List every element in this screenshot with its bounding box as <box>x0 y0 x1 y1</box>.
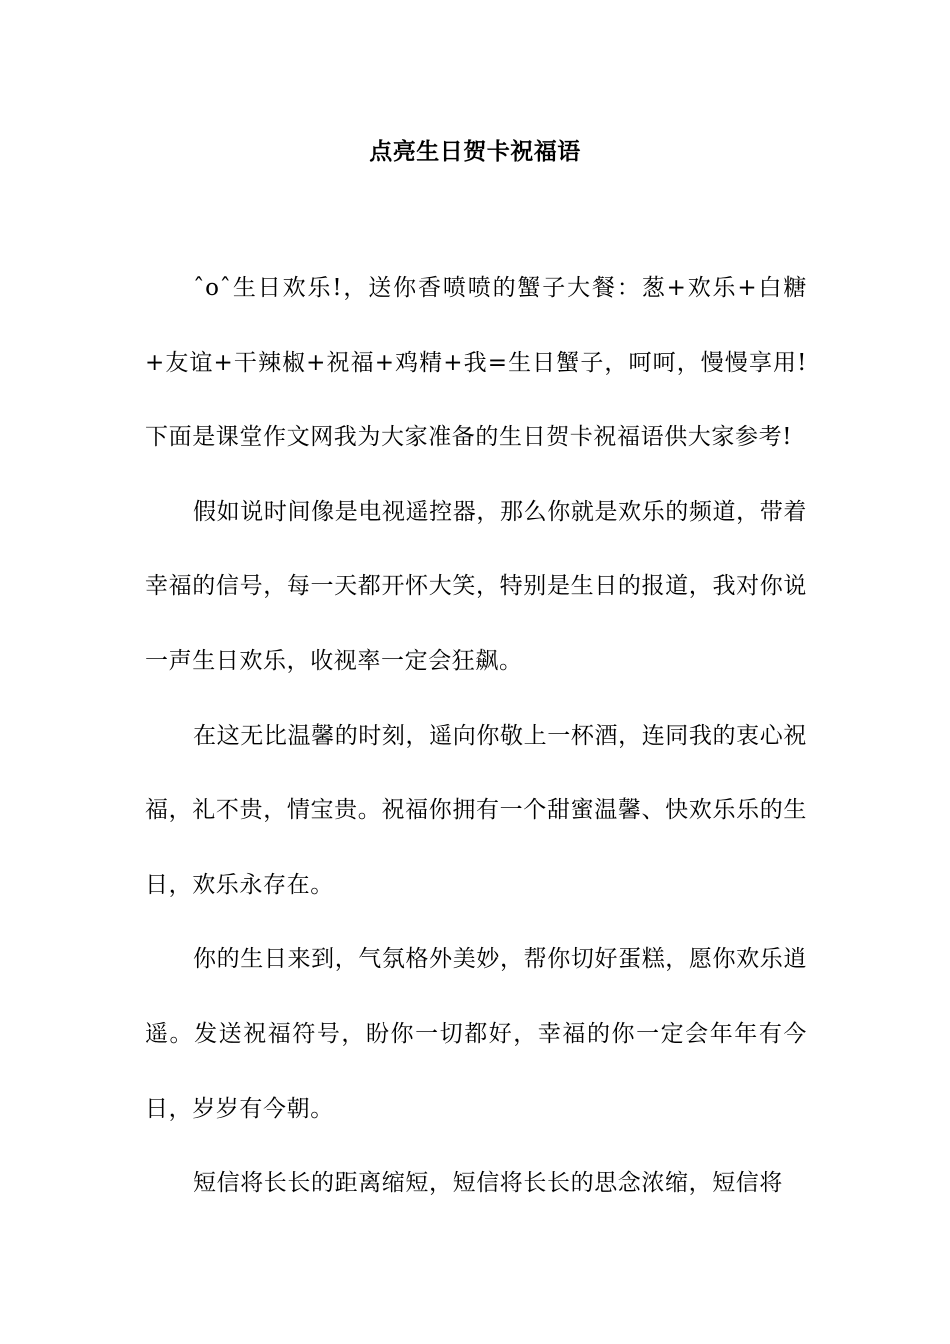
paragraph-5: 短信将长长的距离缩短，短信将长长的思念浓缩，短信将 <box>193 1170 783 1197</box>
paragraph-2: 假如说时间像是电视遥控器，那么你就是欢乐的频道，带着幸福的信号，每一天都开怀大笑，特别是生日的报道，我对你说一声生日欢乐，收视率一定会狂飙。 <box>145 498 807 674</box>
document-body <box>145 251 807 1221</box>
document-title: 点亮生日贺卡祝福语 <box>369 139 581 165</box>
paragraph-4: 你的生日来到，气氛格外美妙，帮你切好蛋糕，愿你欢乐逍遥。发送祝福符号，盼你一切都好，幸福的你一定会年年有今日，岁岁有今朝。 <box>145 946 807 1122</box>
paragraph-3: 在这无比温馨的时刻，遥向你敬上一杯酒，连同我的衷心祝福，礼不贵，情宝贵。祝福你拥有一个甜蜜温馨、快欢乐乐的生日，欢乐永存在。 <box>145 722 807 898</box>
paragraph-1: ˆoˆ生日欢乐!，送你香喷喷的蟹子大餐：葱+欢乐+白糖+友谊+干辣椒+祝福+鸡精+我=生日蟹子，呵呵，慢慢享用!下面是课堂作文网我为大家准备的生日贺卡祝福语供大家参考! <box>145 275 807 451</box>
